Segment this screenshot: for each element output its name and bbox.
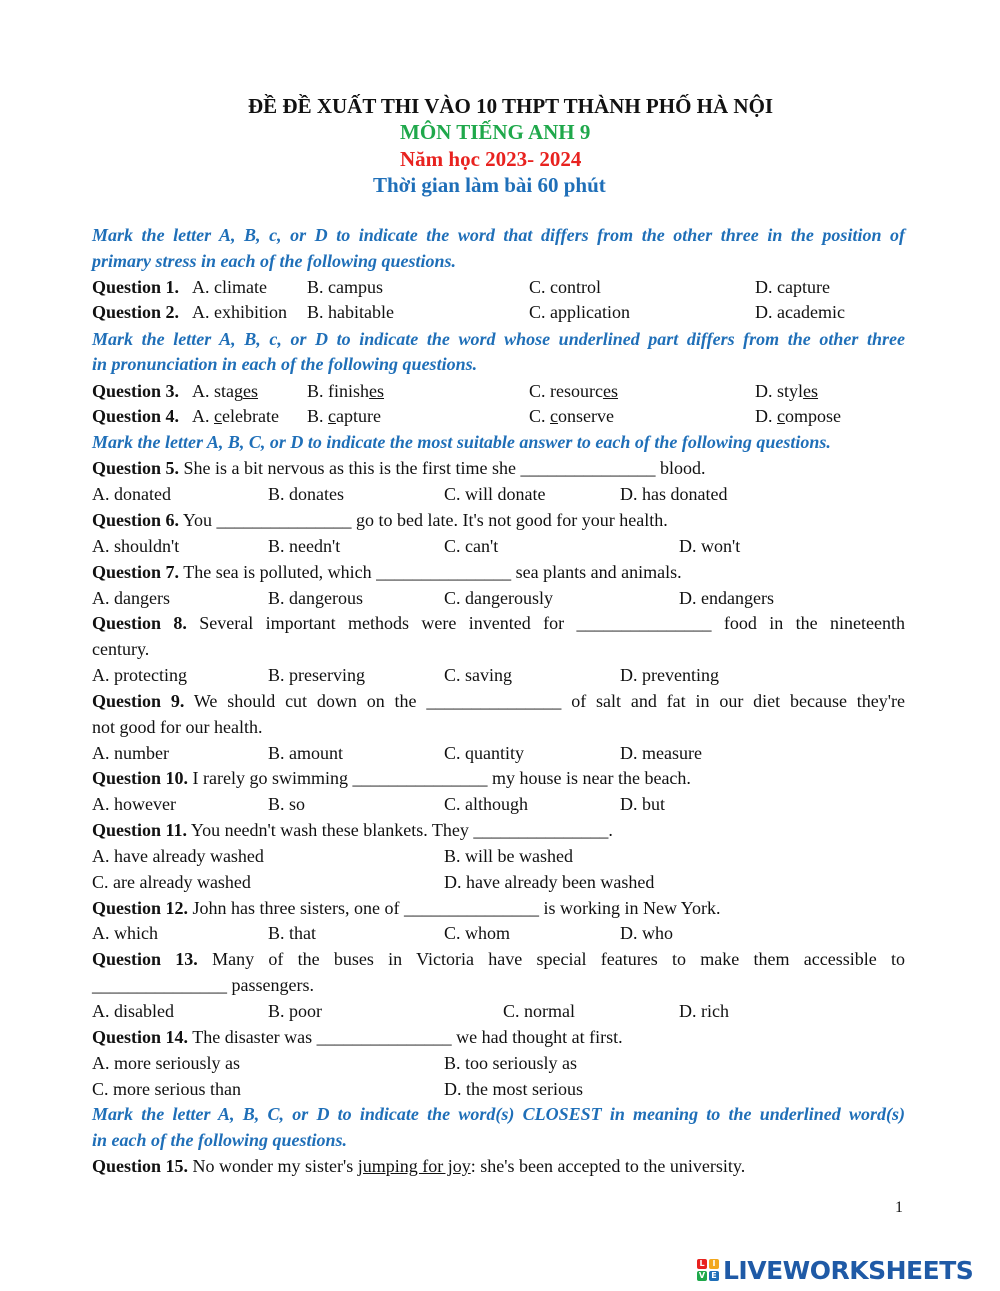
instruction-pronunciation-line-2: in pronunciation in each of the following questions.: [92, 354, 478, 374]
question-11: [92, 817, 905, 843]
logo-letter-l: L: [697, 1259, 707, 1269]
question-14: [92, 1024, 905, 1050]
option-c: C. are already washed: [92, 872, 251, 892]
question-6: [92, 507, 905, 533]
question-text: The disaster was _______________ we had thought at first.: [192, 1027, 623, 1047]
option-a: A. exhibition: [192, 302, 287, 322]
instruction-stress-line-2: primary stress in each of the following questions.: [92, 251, 457, 271]
option-c: C. quantity: [444, 743, 524, 763]
question-label: Question 9.: [92, 691, 185, 711]
question-label: Question 7.: [92, 562, 180, 582]
option-b: B. finishes: [307, 381, 385, 401]
logo-letter-v: V: [698, 1271, 706, 1280]
option-a: A. number: [92, 743, 169, 763]
option-a: A. however: [92, 794, 176, 814]
question-label: Question 8.: [92, 613, 187, 633]
option-a: A. stages: [192, 381, 258, 401]
question-3: [92, 378, 905, 404]
option-a: A. disabled: [92, 1001, 174, 1021]
question-2: [92, 299, 905, 325]
question-12: [92, 895, 905, 921]
option-c: C. dangerously: [444, 588, 553, 608]
question-9: [92, 688, 905, 714]
option-b: B. that: [268, 923, 316, 943]
option-c: C. although: [444, 794, 528, 814]
option-c: C. application: [529, 302, 630, 322]
option-b: B. dangerous: [268, 588, 363, 608]
option-d: D. has donated: [620, 484, 728, 504]
question-text: Many of the buses in Victoria have special features to make them accessible to: [212, 949, 906, 969]
question-label: Question 10.: [92, 768, 189, 788]
option-d: D. won't: [679, 536, 741, 556]
option-a: A. donated: [92, 484, 171, 504]
option-c: C. more serious than: [92, 1079, 241, 1099]
question-text: You _______________ go to bed late. It's not good for your health.: [182, 510, 668, 530]
option-d: D. but: [620, 794, 665, 814]
liveworksheets-brand[interactable]: [697, 1253, 973, 1287]
brand-text: LIVEWORKSHEETS: [723, 1255, 974, 1285]
option-b: B. habitable: [307, 302, 394, 322]
instruction-pronunciation-line-1: Mark the letter A, B, c, or D to indicate the word whose underlined part differs from the other three: [92, 329, 905, 349]
question-13-continuation: _______________ passengers.: [92, 975, 314, 995]
question-8: [92, 610, 905, 636]
option-a: A. have already washed: [92, 846, 264, 866]
instruction-suitable-answer: Mark the letter A, B, C, or D to indicate the most suitable answer to each of the following questions.: [92, 432, 831, 452]
question-text: John has three sisters, one of _______________ is working in New York.: [192, 898, 721, 918]
question-1: [92, 274, 905, 300]
option-d: D. measure: [620, 743, 702, 763]
question-label: Question 3.: [92, 381, 180, 401]
question-label: Question 5.: [92, 458, 180, 478]
option-d: D. academic: [755, 302, 845, 322]
question-text: We should cut down on the _______________ of salt and fat in our diet because they're: [193, 691, 905, 711]
question-10: [92, 765, 905, 791]
logo-letter-i: I: [709, 1259, 719, 1269]
title-school-year: Năm học 2023- 2024: [400, 147, 582, 171]
option-d: D. capture: [755, 277, 830, 297]
title-duration: Thời gian làm bài 60 phút: [373, 173, 606, 197]
question-text: She is a bit nervous as this is the first time she _______________ blood.: [183, 458, 706, 478]
option-b: B. so: [268, 794, 306, 814]
question-15: [92, 1153, 905, 1179]
option-a: A. celebrate: [192, 406, 279, 426]
question-label: Question 12.: [92, 898, 189, 918]
underlined-phrase: jumping for joy: [357, 1156, 471, 1176]
option-b: B. needn't: [268, 536, 341, 556]
option-a: A. more seriously as: [92, 1053, 240, 1073]
option-b: B. poor: [268, 1001, 322, 1021]
option-c: C. whom: [444, 923, 511, 943]
option-c: C. conserve: [529, 406, 614, 426]
option-b: B. donates: [268, 484, 344, 504]
option-d: D. compose: [755, 406, 841, 426]
option-c: C. resources: [529, 381, 618, 401]
option-b: B. capture: [307, 406, 381, 426]
question-8-continuation: century.: [92, 639, 150, 659]
option-c: C. can't: [444, 536, 499, 556]
question-5: [92, 455, 905, 481]
option-c: C. control: [529, 277, 601, 297]
question-label: Question 14.: [92, 1027, 189, 1047]
question-label: Question 1.: [92, 277, 180, 297]
liveworksheets-logo-icon: [697, 1259, 719, 1281]
title-line-1: ĐỀ ĐỀ XUẤT THI VÀO 10 THPT THÀNH PHỐ HÀ NỘI: [248, 94, 774, 118]
option-a: A. dangers: [92, 588, 170, 608]
option-a: A. protecting: [92, 665, 187, 685]
option-b: B. amount: [268, 743, 343, 763]
question-text: You needn't wash these blankets. They _______________.: [190, 820, 613, 840]
question-text: I rarely go swimming _______________ my house is near the beach.: [192, 768, 691, 788]
option-d: D. have already been washed: [444, 872, 655, 892]
question-label: Question 11.: [92, 820, 188, 840]
option-a: A. shouldn't: [92, 536, 180, 556]
option-d: D. preventing: [620, 665, 719, 685]
question-label: Question 13.: [92, 949, 198, 969]
option-d: D. endangers: [679, 588, 774, 608]
question-13: [92, 946, 905, 972]
option-d: D. the most serious: [444, 1079, 583, 1099]
option-a: A. which: [92, 923, 158, 943]
option-d: D. who: [620, 923, 673, 943]
option-b: B. too seriously as: [444, 1053, 577, 1073]
option-c: C. will donate: [444, 484, 546, 504]
question-label: Question 2.: [92, 302, 180, 322]
question-7: [92, 559, 905, 585]
question-label: Question 6.: [92, 510, 180, 530]
question-text-end: : she's been accepted to the university.: [470, 1156, 746, 1176]
question-label: Question 4.: [92, 406, 180, 426]
title-subject: MÔN TIẾNG ANH 9: [400, 120, 591, 144]
instruction-closest-meaning-line-2: in each of the following questions.: [92, 1130, 348, 1150]
logo-letter-e: E: [709, 1271, 719, 1281]
question-text: Several important methods were invented for _______________ food in the nineteenth: [199, 613, 906, 633]
option-c: C. normal: [503, 1001, 575, 1021]
option-c: C. saving: [444, 665, 513, 685]
page-number: 1: [895, 1199, 903, 1216]
question-4: [92, 403, 905, 429]
question-text: The sea is polluted, which _______________ sea plants and animals.: [183, 562, 682, 582]
instruction-stress-line-1: Mark the letter A, B, c, or D to indicate the word that differs from the other three in the position of: [92, 225, 905, 245]
option-d: D. styles: [755, 381, 819, 401]
question-text: No wonder my sister's: [192, 1156, 358, 1176]
option-a: A. climate: [192, 277, 267, 297]
option-d: D. rich: [679, 1001, 729, 1021]
question-9-continuation: not good for our health.: [92, 717, 263, 737]
question-label: Question 15.: [92, 1156, 189, 1176]
option-b: B. campus: [307, 277, 383, 297]
option-b: B. preserving: [268, 665, 365, 685]
option-b: B. will be washed: [444, 846, 573, 866]
instruction-closest-meaning-line-1: Mark the letter A, B, C, or D to indicate the word(s) CLOSEST in meaning to the underlined word(s): [92, 1104, 905, 1124]
